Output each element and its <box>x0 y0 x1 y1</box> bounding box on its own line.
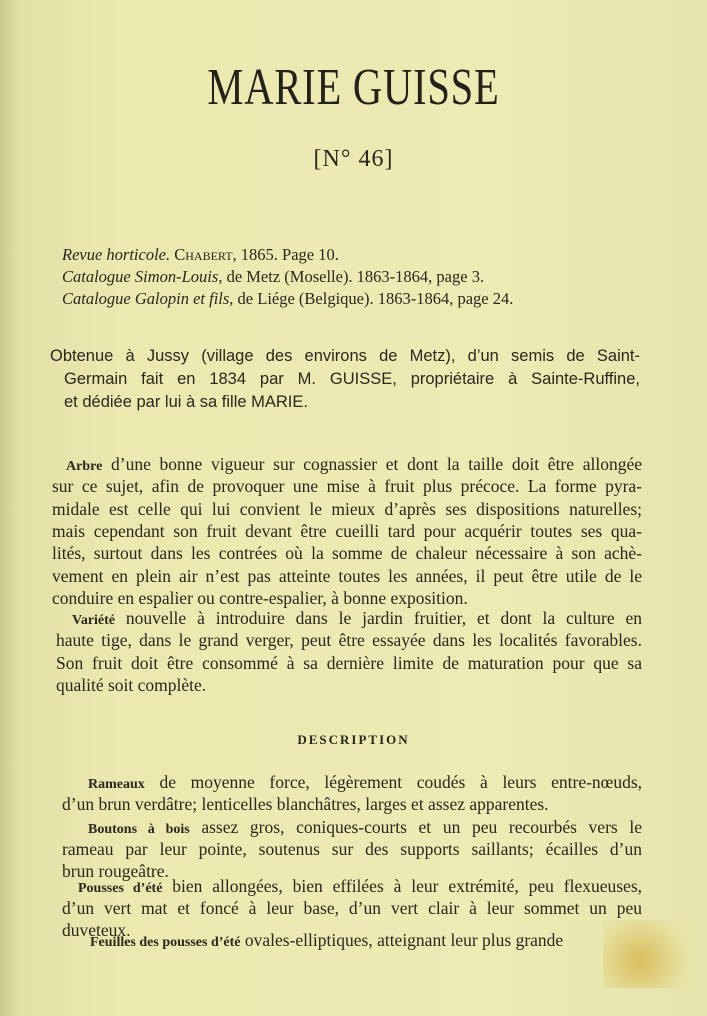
text-line: d’un brun verdâtre; lenticelles blanchâtres, larges et assez apparentes. <box>62 794 549 815</box>
text-line: mais cependant son fruit devant être cueilli tard pour acquérir toutes ses qua- <box>52 520 642 541</box>
ref-author: Chabert <box>174 245 233 264</box>
text-line: Obtenue à Jussy (village des environs de Metz), d’un semis de Saint- <box>50 347 640 365</box>
text-line: et dédiée par lui à sa fille MARIE. <box>64 393 308 411</box>
lead-term: Arbre <box>66 459 103 474</box>
ref-source: Catalogue Simon-Louis <box>62 267 219 286</box>
lead-term: Boutons à bois <box>88 822 190 837</box>
text-line: Arbre d’une bonne vigueur sur cognassier et dont la taille doit être allongée <box>66 454 642 474</box>
lead-term: Feuilles des pousses d’été <box>90 935 241 950</box>
section-heading: DESCRIPTION <box>297 732 410 747</box>
text-line: d’un vert mat et foncé à leur base, d’un vert clair à leur sommet un peu <box>62 898 642 918</box>
text-line: qualité soit complète. <box>56 674 207 695</box>
text-line: Germain fait en 1834 par M. GUISSE, propriétaire à Sainte-Ruffine, <box>64 370 640 388</box>
text-line: sur ce sujet, afin de provoquer une mise à fruit plus précoce. La forme pyra- <box>52 476 642 497</box>
text-line: midale est celle qui lui convient le mieux d’après ses dispositions naturelles; <box>52 498 642 519</box>
ref-source: Revue horticole. <box>62 245 171 264</box>
lead-term: Rameaux <box>88 777 145 792</box>
text-line: Feuilles des pousses d’été ovales-elliptiques, atteignant leur plus grande <box>90 930 564 950</box>
text-line: Rameaux de moyenne force, légèrement coudés à leurs entre-nœuds, <box>88 772 642 792</box>
ref-detail: , 1865. Page 10. <box>232 245 339 264</box>
page-title: MARIE GUISSE <box>207 59 500 116</box>
lead-term: Pousses d’été <box>78 881 163 896</box>
text-line: rameau par leur pointe, soutenus sur des supports saillants; écailles d’un <box>62 839 642 859</box>
text-line: duveteux. <box>62 920 131 940</box>
lead-term: Variété <box>72 613 116 628</box>
ref-detail: , de Metz (Moselle). 1863-1864, page 3. <box>218 267 485 286</box>
text-line: Variété nouvelle à introduire dans le jardin fruitier, et dont la culture en <box>72 608 642 628</box>
reference-1 <box>62 244 339 266</box>
text-line: brun rougeâtre. <box>62 861 169 881</box>
text-line: vement en plein air n’est pas atteinte toutes les années, il peut être utile de le <box>52 565 642 586</box>
text-line: haute tige, dans le grand verger, peut être essayée dans les localités favorables. <box>56 630 642 651</box>
variety-number: [N° 46] <box>313 146 394 172</box>
reference-2 <box>62 266 484 288</box>
photo-artifact <box>603 920 695 988</box>
ref-source: Catalogue Galopin et fils <box>62 289 230 308</box>
text-line: Boutons à bois assez gros, coniques-courts et un peu recourbés vers le <box>88 817 642 837</box>
text-line: conduire en espalier ou contre-espalier, à bonne exposition. <box>52 587 468 608</box>
text-line: lités, surtout dans les contrées où la somme de chaleur nécessaire à son achè- <box>52 543 642 564</box>
ref-detail: , de Liége (Belgique). 1863-1864, page 24. <box>229 289 514 308</box>
reference-3 <box>62 288 513 310</box>
text-line: Pousses d’été bien allongées, bien effilées à leur extrémité, peu flexueuses, <box>78 876 642 896</box>
text-line: Son fruit doit être consommé à sa dernière limite de maturation pour que sa <box>56 652 642 673</box>
